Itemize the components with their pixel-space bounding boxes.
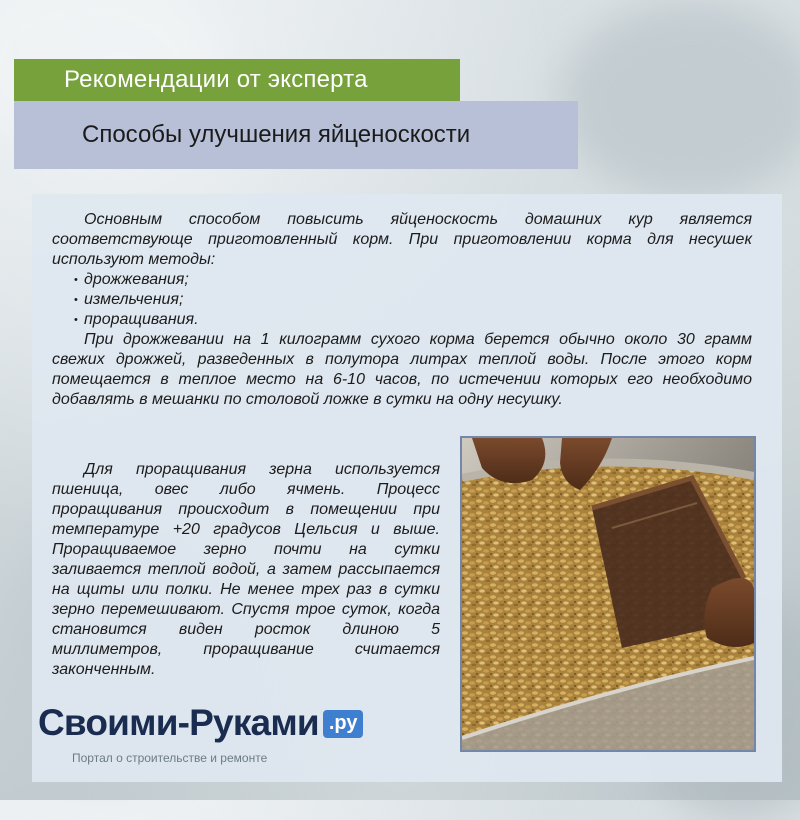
background-blur (560, 0, 800, 200)
yeast-paragraph: При дрожжевании на 1 килограмм сухого корма берется обычно около 30 грамм свежих дрожжей, разведенных в полутора литрах теплой воды. После этого корм помещается в теплое место на 6-10 часов, по истечении которых его необходимо добавлять в мешанки по столовой ложке в сутки на одну несушку. (52, 331, 752, 408)
grain-photo-illustration (462, 438, 754, 750)
list-item: • дрожжевания; (74, 270, 752, 290)
list-item: • измельчения; (74, 290, 752, 310)
intro-paragraph: Основным способом повысить яйценоскость домашних кур является соответствующе приготовленный корм. При приготовлении корма для несушек используют методы: (52, 211, 752, 268)
grain-photo (460, 436, 756, 752)
methods-list (52, 270, 752, 330)
list-item: • проращивания. (74, 310, 752, 330)
site-logo[interactable] (38, 702, 363, 744)
logo-tagline: Портал о строительстве и ремонте (72, 751, 268, 765)
logo-name: Своими-Руками (38, 702, 319, 743)
sprouting-paragraph: Для проращивания зерна используется пшеница, овес либо ячмень. Процесс проращивания происходит в помещении при температуре +20 градусов Цельсия и выше. Проращиваемое зерно почти на сутки заливается теплой водой, а затем рассыпается на щиты или полки. Не менее трех раз в сутки зерно перемешивают. Спустя трое суток, когда становится виден росток длиною 5 миллиметров, проращивание считается законченным. (52, 461, 440, 678)
expert-badge: Рекомендации от эксперта (14, 59, 460, 101)
logo-domain-badge: .ру (323, 710, 364, 738)
page-title: Способы улучшения яйценоскости (14, 101, 578, 169)
article-left-column (52, 460, 440, 680)
article-top (52, 210, 752, 410)
